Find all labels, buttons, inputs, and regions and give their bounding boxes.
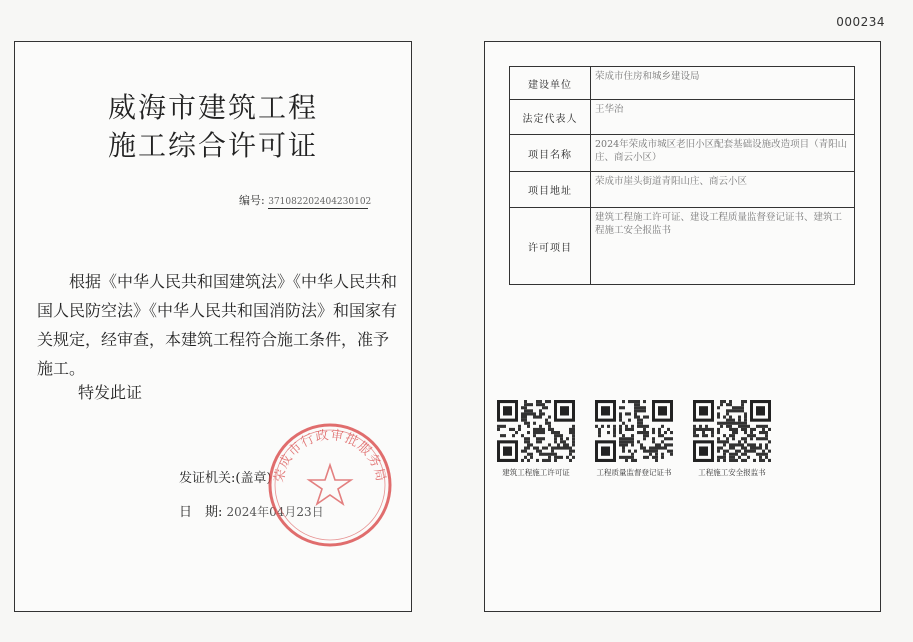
qr-code-permit[interactable]	[491, 400, 581, 478]
qr-caption: 工程施工安全报监书	[698, 468, 766, 477]
qr-caption: 建筑工程施工许可证	[502, 468, 570, 477]
row-value: 2024年荣成市城区老旧小区配套基础设施改造项目（青阳山庄、商云小区）	[591, 135, 855, 172]
official-seal-icon	[265, 420, 395, 550]
certificate-detail-page	[484, 41, 881, 612]
row-value: 王华治	[591, 100, 855, 135]
row-label: 法定代表人	[510, 100, 591, 135]
serial-label: 编号:	[239, 194, 265, 207]
svg-text:荣成市行政审批服务局	[272, 427, 388, 484]
table-row	[510, 100, 855, 135]
table-row	[510, 67, 855, 100]
table-row	[510, 135, 855, 172]
qr-caption: 工程质量监督登记证书	[596, 468, 672, 477]
qr-code-safety[interactable]	[687, 400, 777, 478]
row-label: 许可项目	[510, 208, 591, 285]
qr-code-icon	[595, 400, 673, 462]
certificate-front-page	[14, 41, 412, 612]
serial-number: 371082202404230102	[268, 197, 372, 207]
certificate-title-line1: 威海市建筑工程	[107, 91, 318, 124]
qr-code-quality[interactable]	[589, 400, 679, 478]
row-value: 建筑工程施工许可证、建设工程质量监督登记证书、建筑工程施工安全报监书	[591, 208, 855, 285]
seal-text: 荣成市行政审批服务局	[271, 428, 389, 484]
date-label: 日 期:	[179, 505, 223, 520]
row-label: 项目地址	[510, 172, 591, 208]
serial-number-field	[239, 192, 372, 209]
issuer-label: 发证机关:(盖章)	[179, 471, 272, 486]
row-label: 项目名称	[510, 135, 591, 172]
qr-code-icon	[497, 400, 575, 462]
certificate-title-line2: 施工综合许可证	[107, 129, 318, 162]
qr-code-icon	[693, 400, 771, 462]
special-issue-text: 特发此证	[78, 383, 143, 402]
row-value: 荣成市崖头街道青阳山庄、商云小区	[591, 172, 855, 208]
certificate-body-text: 根据《中华人民共和国建筑法》《中华人民共和国人民防空法》《中华人民共和国消防法》和国家有关规定，经审查，本建筑工程符合施工条件，准予施工。	[37, 272, 398, 378]
date-value: 2024年04月23日	[226, 505, 324, 519]
row-value: 荣成市住房和城乡建设局	[591, 67, 855, 100]
certificate-body	[37, 267, 397, 383]
row-label: 建设单位	[510, 67, 591, 100]
table-row	[510, 208, 855, 285]
table-row	[510, 172, 855, 208]
page-number: 000234	[836, 15, 885, 29]
project-details-table	[509, 66, 855, 285]
